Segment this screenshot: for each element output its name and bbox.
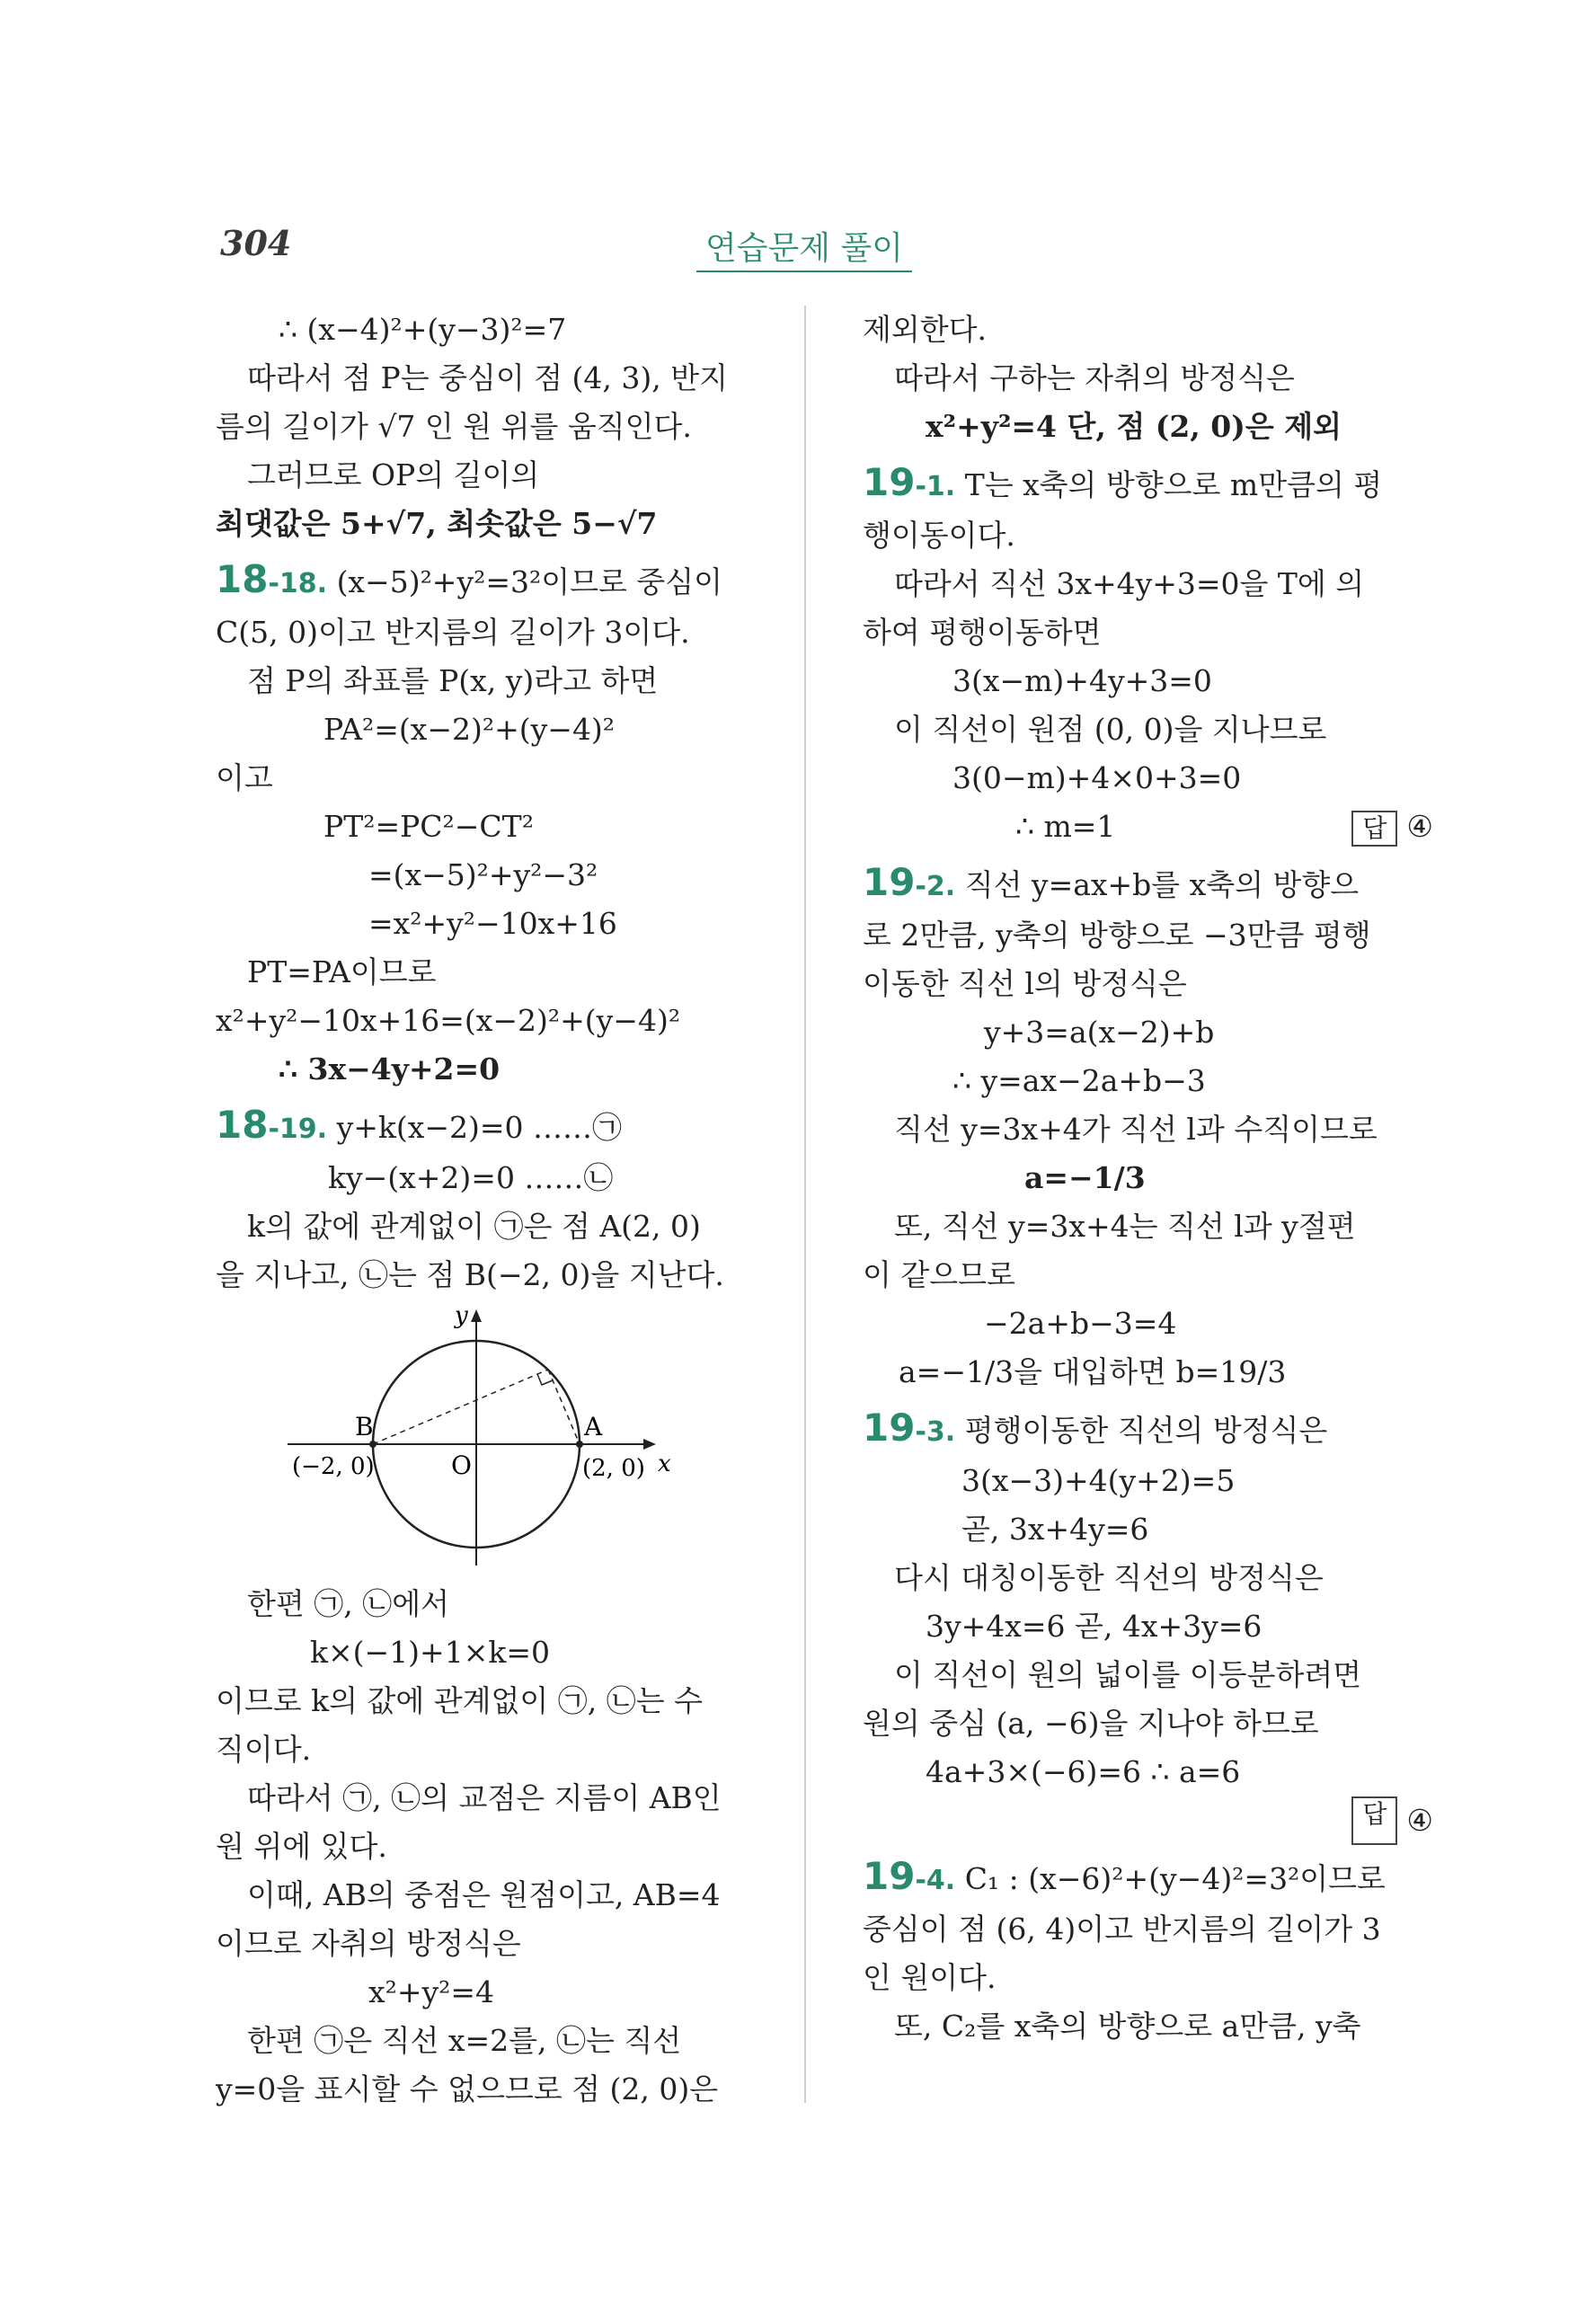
equation: 3y+4x=6 곧, 4x+3y=6 bbox=[926, 1609, 1262, 1644]
problem-sub-number: -18. bbox=[268, 568, 328, 599]
text-line: 행이동이다. bbox=[863, 518, 1015, 553]
answer-choice: ④ bbox=[1406, 1803, 1433, 1838]
page-number: 304 bbox=[220, 223, 292, 263]
problem-19-1 bbox=[863, 458, 1433, 511]
text-line: 원의 중심 (a, −6)을 지나야 하므로 bbox=[863, 1706, 1319, 1741]
text-line: ∴ (x−4)²+(y−3)²=7 bbox=[279, 312, 567, 347]
text-line: 을 지나고, ㉡는 점 B(−2, 0)을 지난다. bbox=[216, 1257, 724, 1292]
text-line: T는 x축의 방향으로 m만큼의 평 bbox=[964, 467, 1383, 502]
text-line: 이 직선이 원의 넓이를 이등분하려면 bbox=[894, 1657, 1362, 1692]
text-line: 직선 y=3x+4가 직선 l과 수직이므로 bbox=[894, 1112, 1378, 1147]
answer-choice: ④ bbox=[1406, 809, 1433, 844]
point-b-label: B bbox=[355, 1412, 374, 1441]
problem-sub-number: -3. bbox=[915, 1416, 956, 1448]
text-line: 한편 ㉠은 직선 x=2를, ㉡는 직선 bbox=[247, 2023, 682, 2058]
equation: y+3=a(x−2)+b bbox=[984, 1015, 1215, 1050]
origin-label: O bbox=[451, 1450, 472, 1480]
right-column bbox=[863, 306, 1433, 2051]
equation: −2a+b−3=4 bbox=[984, 1306, 1177, 1341]
text-line: 원 위에 있다. bbox=[216, 1829, 387, 1864]
text-line: 직이다. bbox=[216, 1732, 312, 1767]
answer-row bbox=[863, 803, 1433, 851]
answer-label: 답 bbox=[1351, 1796, 1397, 1845]
equation: 3(0−m)+4×0+3=0 bbox=[952, 760, 1242, 795]
equation: ky−(x+2)=0 ……㉡ bbox=[328, 1160, 614, 1195]
column-divider bbox=[804, 306, 806, 2103]
equation: k×(−1)+1×k=0 bbox=[310, 1635, 550, 1670]
circle-diagram bbox=[288, 1305, 701, 1574]
problem-18-19 bbox=[216, 1101, 773, 1154]
text-line: k의 값에 관계없이 ㉠은 점 A(2, 0) bbox=[247, 1209, 701, 1244]
circle-figure bbox=[288, 1305, 701, 1574]
text-line: PT=PA이므로 bbox=[247, 954, 437, 989]
problem-number: 19 bbox=[863, 1406, 916, 1450]
y-axis-arrow bbox=[471, 1309, 482, 1322]
point-a bbox=[576, 1441, 583, 1448]
equation: 3(x−3)+4(y+2)=5 bbox=[961, 1463, 1236, 1498]
text-line: 그러므로 OP의 길이의 bbox=[247, 457, 540, 492]
text-line: 로 2만큼, y축의 방향으로 −3만큼 평행 bbox=[863, 918, 1371, 953]
problem-19-3 bbox=[863, 1404, 1433, 1457]
point-b-coord: (−2, 0) bbox=[292, 1453, 375, 1480]
text-line: 이므로 k의 값에 관계없이 ㉠, ㉡는 수 bbox=[216, 1683, 703, 1718]
equation: y+k(x−2)=0 ……㉠ bbox=[336, 1110, 622, 1145]
answer-equation: x²+y²=4 단, 점 (2, 0)은 제외 bbox=[926, 409, 1342, 444]
text-line: C(5, 0)이고 반지름의 길이가 3이다. bbox=[216, 615, 690, 650]
answer-row bbox=[863, 1796, 1433, 1845]
text-line: 이 직선이 원점 (0, 0)을 지나므로 bbox=[894, 712, 1327, 747]
x-axis-arrow bbox=[643, 1439, 656, 1450]
answer-equation: ∴ 3x−4y+2=0 bbox=[279, 1051, 501, 1087]
problem-sub-number: -19. bbox=[268, 1113, 328, 1145]
point-b bbox=[369, 1441, 377, 1448]
equation: 3(x−m)+4y+3=0 bbox=[952, 663, 1212, 698]
text-line: 또, C₂를 x축의 방향으로 a만큼, y축 bbox=[894, 2009, 1361, 2044]
text-line: 이고 bbox=[216, 760, 273, 795]
problem-19-2 bbox=[863, 858, 1433, 911]
text-line: (x−5)²+y²=3²이므로 중심이 bbox=[336, 564, 722, 599]
text-line: 제외한다. bbox=[863, 312, 988, 347]
problem-number: 19 bbox=[863, 860, 916, 904]
text-line: 름의 길이가 √7 인 원 위를 움직인다. bbox=[216, 409, 692, 444]
text-line: 이므로 자취의 방정식은 bbox=[216, 1926, 521, 1961]
equation: =(x−5)²+y²−3² bbox=[368, 857, 598, 892]
equation: x²+y²−10x+16=(x−2)²+(y−4)² bbox=[216, 1003, 681, 1038]
equation: 곧, 3x+4y=6 bbox=[961, 1512, 1149, 1547]
text-line: 하여 평행이동하면 bbox=[863, 615, 1102, 650]
text-line: C₁ : (x−6)²+(y−4)²=3²이므로 bbox=[964, 1861, 1386, 1896]
equation: ∴ y=ax−2a+b−3 bbox=[952, 1063, 1206, 1098]
problem-19-4 bbox=[863, 1852, 1433, 1905]
right-angle-mark bbox=[537, 1374, 553, 1385]
text-line: 평행이동한 직선의 방정식은 bbox=[964, 1413, 1328, 1448]
problem-sub-number: -4. bbox=[915, 1865, 956, 1896]
text-line: 한편 ㉠, ㉡에서 bbox=[247, 1586, 449, 1621]
text-line: a=−1/3을 대입하면 b=19/3 bbox=[899, 1354, 1287, 1389]
text-line: 또, 직선 y=3x+4는 직선 l과 y절편 bbox=[894, 1209, 1356, 1244]
text-line: 다시 대칭이동한 직선의 방정식은 bbox=[894, 1560, 1324, 1595]
chord-pb bbox=[373, 1370, 548, 1444]
text-line: 따라서 점 P는 중심이 점 (4, 3), 반지 bbox=[247, 360, 729, 395]
equation: x²+y²=4 bbox=[368, 1974, 495, 2009]
text-line: 이 같으므로 bbox=[863, 1257, 1015, 1292]
y-axis-label: y bbox=[455, 1305, 468, 1329]
point-a-label: A bbox=[584, 1412, 603, 1441]
problem-number: 18 bbox=[216, 1103, 269, 1147]
problem-sub-number: -2. bbox=[915, 871, 956, 902]
text-line: 인 원이다. bbox=[863, 1960, 997, 1995]
problem-number: 18 bbox=[216, 557, 269, 601]
text-line: 이동한 직선 l의 방정식은 bbox=[863, 966, 1187, 1001]
problem-number: 19 bbox=[863, 460, 916, 504]
x-axis-label: x bbox=[658, 1450, 671, 1477]
equation: =x²+y²−10x+16 bbox=[368, 906, 617, 941]
text-line: 따라서 구하는 자취의 방정식은 bbox=[894, 360, 1295, 395]
text-line: 직선 y=ax+b를 x축의 방향으 bbox=[964, 867, 1360, 902]
text-line: 점 P의 좌표를 P(x, y)라고 하면 bbox=[247, 663, 659, 698]
equation: ∴ m=1 bbox=[1015, 809, 1116, 844]
text-line: 최댓값은 5+√7, 최솟값은 5−√7 bbox=[216, 506, 658, 541]
equation: a=−1/3 bbox=[1024, 1160, 1146, 1195]
text-line: 따라서 직선 3x+4y+3=0을 T에 의 bbox=[894, 566, 1365, 601]
problem-18-18 bbox=[216, 555, 773, 608]
point-a-coord: (2, 0) bbox=[582, 1455, 645, 1482]
text-line: 따라서 ㉠, ㉡의 교점은 지름이 AB인 bbox=[247, 1780, 722, 1815]
left-column bbox=[216, 306, 773, 2114]
chord-pa bbox=[548, 1370, 580, 1444]
equation: PT²=PC²−CT² bbox=[323, 809, 534, 844]
equation: PA²=(x−2)²+(y−4)² bbox=[323, 712, 616, 747]
problem-sub-number: -1. bbox=[915, 471, 956, 502]
problem-number: 19 bbox=[863, 1854, 916, 1898]
text-line: 중심이 점 (6, 4)이고 반지름의 길이가 3 bbox=[863, 1912, 1381, 1947]
text-line: y=0을 표시할 수 없으므로 점 (2, 0)은 bbox=[216, 2071, 719, 2107]
equation: 4a+3×(−6)=6 ∴ a=6 bbox=[926, 1754, 1241, 1789]
answer-label: 답 bbox=[1351, 811, 1397, 847]
page-header-title: 연습문제 풀이 bbox=[696, 223, 912, 272]
text-line: 이때, AB의 중점은 원점이고, AB=4 bbox=[247, 1877, 721, 1912]
